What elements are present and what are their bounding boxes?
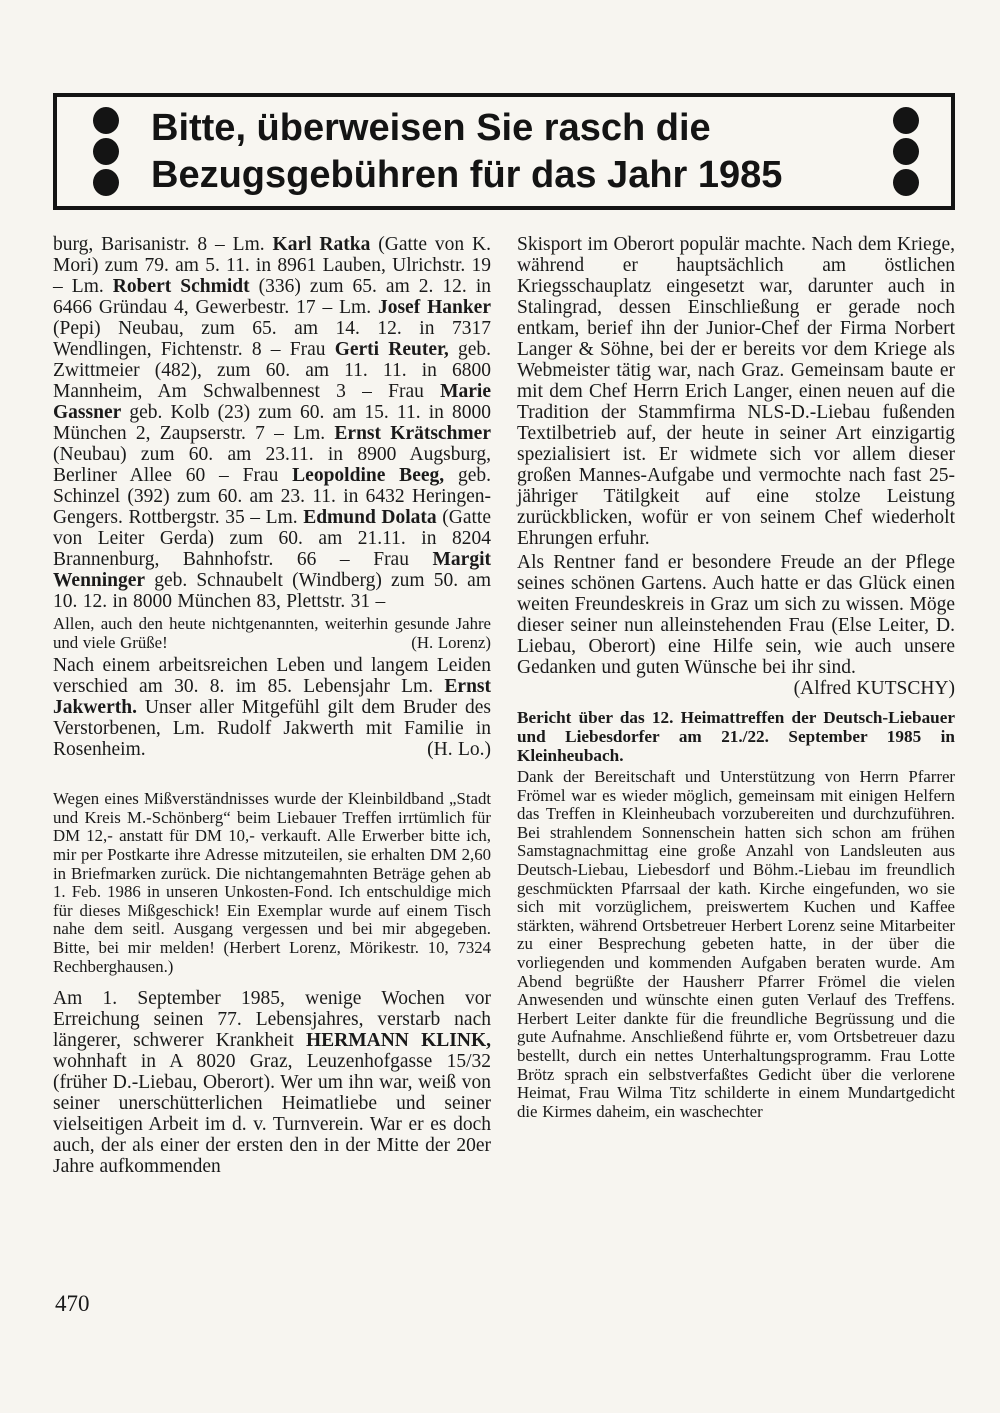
- subscription-banner: [53, 93, 955, 210]
- dot-icon: [93, 138, 119, 165]
- signature: (H. Lorenz): [411, 632, 491, 652]
- signature: (H. Lo.): [427, 739, 491, 761]
- signature: (Alfred KUTSCHY): [793, 678, 955, 699]
- banner-text: [151, 105, 782, 199]
- dot-icon: [893, 107, 919, 134]
- greetings-note-paragraph: Allen, auch den heute nichtgenannten, weiterhin gesunde Jahre und viele Grüße! (H. Lorenz): [53, 614, 491, 652]
- klink-retirement-paragraph: Als Rentner fand er besondere Freude an der Pflege seines schönen Gartens. Auch hatte er das Glück einen weiten Freundeskreis in Graz um sich zu wissen. Möge dieser seiner nun alleinstehenden Frau (Else Leiter, D. Liebau, Oberort) eine Hilfe sein, wie auch unsere Gedanken und guten Wünsche bei ihr sind. (Alfred KUTSCHY): [517, 552, 955, 699]
- heimattreffen-report-paragraph: Dank der Bereitschaft und Unterstützung von Herrn Pfarrer Frömel war es wieder möglich, gemeinsam mit einigen Helfern das Treffen in Kleinheubach vorzubereiten und durchzuführen. Bei strahlendem Sonnenschein hatten sich schon am frühen Samstagnachmittag eine große Anzahl von Landsleuten aus Deutsch-Liebau, Liebesdorf und Böhm.-Liebau im freundlich geschmückten Pfarrsaal der kath. Kirche eingefunden, wo sie sich mit vorzüglichem, preiswertem Kuchen und Kaffee stärkten, während Ortsbetreuer Herbert Lorenz seine Mitarbeiter zu einer Besprechung gebeten hatte, in der über die vorliegenden und kommenden Aufgaben beraten wurde. Am Abend begrüßte der Hausherr Pfarrer Frömel die vielen Anwesenden und wünschte einen guten Verlauf des Treffens. Herbert Leiter dankte für die freundliche Begrüssung und die gute Aufnahme. Anschließend führte er, vom Ortsbetreuer dazu bestellt, durch ein nettes Unterhaltungsprogramm. Frau Lotte Brötz sprach ein selbstverfaßtes Gedicht über die verlorene Heimat, Frau Wilma Titz schilderte in einem Mundartgedicht die Kirmes daheim, ein waschechter: [517, 767, 955, 1121]
- book-refund-notice-paragraph: Wegen eines Mißverständnisses wurde der Kleinbildband „Stadt und Kreis M.-Schönberg“ beim Liebauer Treffen irrtümlich für DM 12,- anstatt für DM 10,- verkauft. Alle Erwerber bitte ich, mir per Postkarte ihre Adresse mitzuteilen, sie erhalten DM 2,60 in Briefmarken zurück. Die nichtangemahnten Beträge gehen ab 1. Feb. 1986 in unseren Unkosten-Fond. Ich entschuldige mich für dieses Mißgeschick! Ein Exemplar wurde auf einem Tisch nahe dem seitl. Ausgang vergessen und bei mir abgegeben. Bitte, bei mir melden! (Herbert Lorenz, Mörikestr. 10, 7324 Rechberghausen.): [53, 789, 491, 976]
- dot-icon: [893, 169, 919, 196]
- banner-line1: Bitte, überweisen Sie rasch die: [151, 106, 711, 149]
- page-number: 470: [55, 1291, 90, 1316]
- anniversaries-list-paragraph: burg, Barisanistr. 8 – Lm. Karl Ratka (Gatte von K. Mori) zum 79. am 5. 11. in 8961 Lauben, Ulrichstr. 19 – Lm. Robert Schmidt (336) zum 65. am 2. 12. in 6466 Gründau 4, Gewerbestr. 17 – Lm. Josef Hanker (Pepi) Neubau, zum 65. am 14. 12. in 7317 Wendlingen, Fichtenstr. 8 – Frau Gerti Reuter, geb. Zwittmeier (482), zum 60. am 11. 11. in 6800 Mannheim, Am Schwalbennest 3 – Frau Marie Gassner geb. Kolb (23) zum 60. am 15. 11. in 8000 München 2, Zaupserstr. 7 – Lm. Ernst Krätschmer (Neubau) zum 60. am 23.11. in 8900 Augsburg, Berliner Allee 60 – Frau Leopoldine Beeg, geb. Schinzel (392) zum 60. am 23. 11. in 6432 Heringen-Gengers. Rottbergstr. 35 – Lm. Edmund Dolata (Gatte von Leiter Gerda) zum 60. am 21.11. in 8204 Brannenburg, Bahnhofstr. 66 – Frau Margit Wenninger geb. Schnaubelt (Windberg) zum 50. am 10. 12. in 8000 München 83, Plettstr. 31 –: [53, 234, 492, 612]
- obituary-jakwerth-paragraph: Nach einem arbeitsreichen Leben und langem Leiden verschied am 30. 8. im 85. Lebensjahr Lm. Ernst Jakwerth. Unser aller Mitgefühl gilt dem Bruder des Verstorbenen, Lm. Rudolf Jakwerth mit Familie in Rosenheim. (H. Lo.): [53, 655, 491, 761]
- dot-icon: [93, 107, 119, 134]
- klink-biography-paragraph: Skisport im Oberort populär machte. Nach dem Kriege, während er hauptsächlich am östlichen Kriegsschauplatz eingesetzt war, darunter auch in Stalingrad, dessen Einschließung er gerade noch entkam, berief ihn der Junior-Chef der Firma Norbert Langer & Söhne, bei der er bereits vor dem Kriege als Webmeister tätig war, nach Graz. Gemeinsam baute er mit dem Chef Herrn Erich Langer, einen neuen auf die Tradition der Stammfirma NLS-D.-Liebau fußenden Textilbetrieb auf, der heute in seiner Art einzigartig spezialisiert ist. Er widmete sich vor allem dieser großen Mannes-Aufgabe und vermochte nach fast 25-jähriger Tätilgkeit auf eine stolze Leistung zurückblicken, wofür er von seinem Chef wiederholt Ehrungen erfuhr.: [517, 234, 955, 549]
- text-columns: [53, 234, 955, 1180]
- banner-dots-right-icon: [893, 107, 919, 196]
- dot-icon: [893, 138, 919, 165]
- right-column: [517, 234, 955, 1180]
- obituary-klink-paragraph: Am 1. September 1985, wenige Wochen vor Erreichung seinen 77. Lebensjahres, verstarb nach längerer, schwerer Krankheit HERMANN KLINK, wohnhaft in A 8020 Graz, Leuzenhofgasse 15/32 (früher D.-Liebau, Oberort). Wer um ihn war, weiß von seiner unerschütterlichen Heimatliebe und seiner vielseitigen Arbeit im d. v. Turnverein. War er es doch auch, der als einer der ersten den in der Mitte der 20er Jahre aufkommenden: [53, 988, 492, 1178]
- left-column: [53, 234, 491, 1180]
- banner-dots-left-icon: [93, 107, 119, 196]
- banner-line2: Bezugsgebühren für das Jahr 1985: [151, 153, 783, 196]
- heimattreffen-report-heading: Bericht über das 12. Heimattreffen der Deutsch-Liebauer und Liebesdorfer am 21./22. September 1985 in Kleinheubach.: [517, 708, 955, 765]
- dot-icon: [93, 169, 119, 196]
